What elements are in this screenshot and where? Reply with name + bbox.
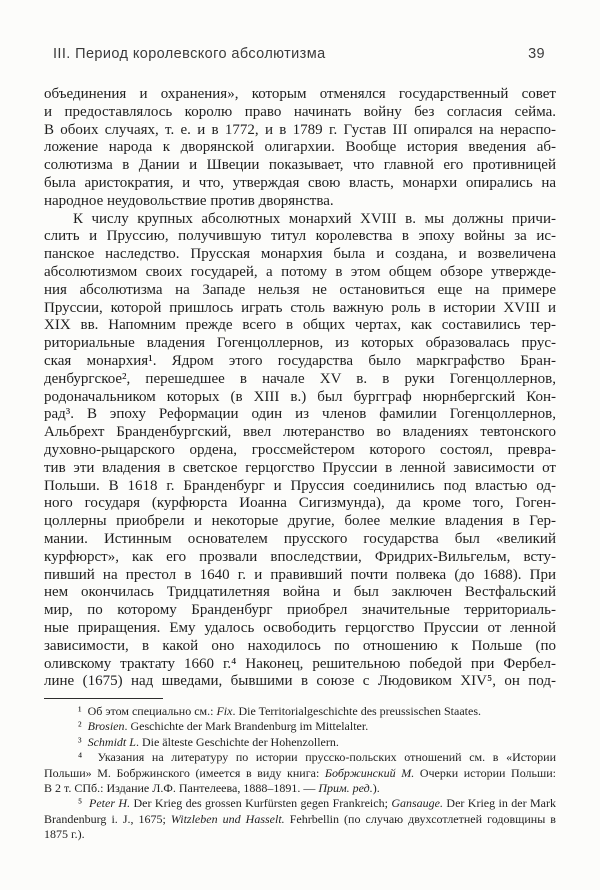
footnote-line: В 2 т. СПб.: Издание Л.Ф. Пантелеева, 1888–1891. — Прим. ред.). [44, 780, 380, 795]
body-line: и предоставлялось королю право начинать войну без согласия сейма. [44, 103, 556, 120]
footnote [44, 735, 556, 750]
body-line: пивший на престол в 1640 г. и правивший почти полвека (до 1688). При [44, 566, 556, 583]
body-line: солютизма в Дании и Швеции показывает, что главной его противницей [44, 157, 556, 174]
body-line: денбургское², перешедшее в начале XV в. в руки Гогенцоллернов, [44, 370, 556, 387]
footnote [44, 750, 556, 796]
section-title: III. Период королевского абсолютизма [53, 46, 326, 62]
body-line: цоллерны приобрели и некоторые другие, более мелкие владения в Гер- [44, 513, 556, 530]
footnote-rule [44, 698, 163, 699]
body-line: оливскому трактату 1660 г.⁴ Наконец, решительною победой при Фербел- [44, 655, 556, 672]
body-line: мир, по которому Бранденбург приобрел значительные территориаль- [44, 602, 556, 619]
body-line: В обоих случаях, т. е. и в 1772, и в 1789 г. Густав III опирался на нераспо- [44, 121, 556, 138]
paragraph [44, 86, 556, 211]
body-line: зависимости, в какой оно находилось по отношению к Польше (по [44, 637, 556, 654]
footnote-line: ³ Schmidt L. Die älteste Geschichte der Hohenzollern. [78, 734, 339, 749]
body-line: тив эти владения в светское герцогство Пруссии в ленной зависимости от [44, 459, 556, 476]
footnote-line: ¹ Об этом специально см.: Fix. Die Territorialgeschichte des preussischen Staates. [78, 704, 481, 718]
body-line: Пруссии, которой пришлось играть столь важную роль в истории XVIII и [44, 299, 556, 316]
body-line: риториальные владения Гогенцоллернов, из которых образовалась прус- [44, 335, 556, 352]
body-line: ложение народа к дворянской олигархии. Вообще история введения аб- [44, 139, 556, 156]
footnote [44, 719, 556, 734]
body-line: мании. Истинным основателем прусского государства был «великий [44, 530, 556, 547]
body-line: ного государя (курфюрста Иоанна Сигизмунда), да кроме того, Гоген- [44, 495, 556, 512]
body-line: лине (1675) над шведами, бывшими в союзе с Людовиком XIV⁵, он под- [44, 673, 556, 690]
footnotes [44, 704, 556, 843]
body-line: Польши. В 1618 г. Бранденбург и Пруссия соединились под властью од- [44, 477, 556, 494]
footnote-line: Brandenburg i. J., 1675; Witzleben und Hasselt. Fehrbellin (по случаю двухсотлетней годовщины в [44, 811, 556, 826]
footnote [44, 704, 556, 719]
footnote-line: ⁵ Peter H. Der Krieg des grossen Kurfürsten gegen Frankreich; Gansauge. Der Krieg in der Mark [78, 796, 556, 811]
body-line: курфюрст», как его прозвали впоследствии, Фридрих-Вильгельм, всту- [44, 548, 556, 565]
body-line: объединения и охранения», которым отменялся государственный совет [44, 86, 556, 102]
body-line: Альбрехт Бранденбургский, ввел лютеранство во владениях тевтонского [44, 424, 556, 441]
body-line: духовно-рыцарского ордена, гроссмейстером которого состоял, превра- [44, 441, 556, 458]
body-line: К числу крупных абсолютных монархий XVIII в. мы должны причи- [73, 210, 556, 227]
footnote-line: ² Brosien. Geschichte der Mark Brandenburg im Mittelalter. [78, 719, 369, 734]
running-header [53, 46, 545, 62]
body-text [44, 86, 556, 691]
body-line: была аристократия, и что, утверждая свою власть, монархи опирались на [44, 174, 556, 191]
body-line: нем окончилась Тридцатилетняя война и был заключен Вестфальский [44, 584, 556, 601]
body-line: рад³. В эпоху Реформации один из членов фамилии Гогенцоллернов, [44, 406, 556, 423]
footnote-line: Польши» М. Бобржинского (имеется в виду книга: Бобржинский М. Очерки истории Польши: [44, 765, 556, 780]
body-line: ные приращения. Ему удалось освободить герцогство Пруссии от ленной [44, 619, 556, 636]
footnote-line: ⁴ Указания на литературу по истории прусско-польских отношений см. в «Истории [78, 750, 556, 765]
footnote [44, 796, 556, 842]
body-line: ния абсолютизма на Западе нельзя не остановиться еще на примере [44, 281, 556, 298]
footnote-line: 1875 г.). [44, 827, 85, 842]
body-line: абсолютизмом своих государей, а потому в этом общем обзоре утвержде- [44, 263, 556, 280]
paragraph [44, 211, 556, 692]
body-line: панское наследство. Прусская монархия была и создана, и возвеличена [44, 246, 556, 263]
body-line: родоначальником которых (в XIII в.) был бургграф нюрнбергский Кон- [44, 388, 556, 405]
body-line: ская монархия¹. Ядром этого государства было маркграфство Бран- [44, 352, 556, 369]
body-line: народное неудовольствие против дворянства. [44, 192, 334, 209]
page-number: 39 [528, 46, 545, 62]
body-line: слить и Пруссию, получившую титул королевства в эпоху войны за ис- [44, 228, 556, 245]
body-line: XIX вв. Напомним прежде всего в общих чертах, как составились тер- [44, 317, 556, 334]
